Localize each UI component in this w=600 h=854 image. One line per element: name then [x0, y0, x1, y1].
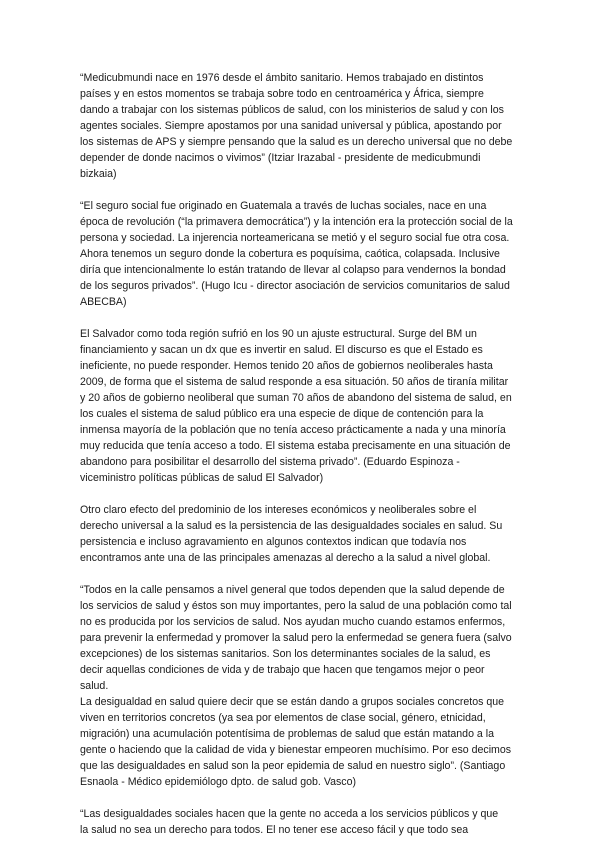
text-line: “Todos en la calle pensamos a nivel general que todos dependen que la salud depende de	[80, 584, 505, 596]
document-body	[74, 70, 534, 854]
paragraph-el-salvador-quote	[74, 326, 534, 486]
text-line: ineficiente, no puede responder. Hemos tenido 20 años de gobiernos neoliberales hasta	[80, 360, 493, 372]
text-line: agentes sociales. Siempre apostamos por una sanidad universal y pública, apostando por	[80, 120, 502, 132]
text-line: gente o haciendo que la calidad de vida y bienestar empeoren muchísimo. Por eso decimos	[80, 744, 512, 756]
text-line: persona y sociedad. La injerencia norteamericana se metió y el seguro social fue otra cosa.	[80, 232, 510, 244]
paragraph-social-determinants-quote	[74, 582, 534, 694]
text-line: excepciones) de los sistemas sanitarios. Son los determinantes sociales de la salud, es	[80, 648, 491, 660]
paragraph-inequalities-intro	[74, 502, 534, 566]
text-line: “Medicubmundi nace en 1976 desde el ámbito sanitario. Hemos trabajado en distintos	[80, 72, 484, 84]
text-line: La desigualdad en salud quiere decir que se están dando a grupos sociales concretos que	[80, 696, 505, 708]
text-line: dando a trabajar con los sistemas públicos de salud, con los ministerios de salud y con los	[80, 104, 504, 116]
text-line: Esnaola - Médico epidemiólogo dpto. de salud gob. Vasco)	[80, 776, 357, 788]
text-line: financiamiento y sacan un dx que es invertir en salud. El discurso es que el Estado es	[80, 344, 483, 356]
text-line: Ahora tenemos un seguro donde la cobertura es poquísima, caótica, colapsada. Inclusive	[80, 248, 500, 260]
text-line: viven en territorios concretos (ya sea por elementos de clase social, género, etnicidad,	[80, 712, 486, 724]
text-line: decir aquellas condiciones de vida y de trabajo que hacen que tengamos mejor o peor	[80, 664, 485, 676]
text-line: salud.	[80, 680, 109, 692]
text-line: depender de donde nacimos o vivimos” (Itziar Irazabal - presidente de medicubmundi	[80, 152, 481, 164]
text-line: ABECBA)	[80, 296, 127, 308]
paragraph-access-quote	[74, 806, 534, 838]
text-line: que las desigualdades en salud son la peor epidemia de salud en nuestro siglo”. (Santiago	[80, 760, 506, 772]
text-line: derecho universal a la salud es la persistencia de las desigualdades sociales en salud. Su	[80, 520, 503, 532]
text-line: “El seguro social fue originado en Guatemala a través de luchas sociales, nace en una	[80, 200, 487, 212]
paragraph-guatemala-quote	[74, 198, 534, 310]
text-line: diría que intencionalmente lo están tratando de llevar al colapso para vendernos la bondad	[80, 264, 506, 276]
text-line: los servicios de salud y éstos son muy importantes, pero la salud de una población como tal	[80, 600, 512, 612]
text-line: los cuales el sistema de salud público era una especie de dique de contención para la	[80, 408, 484, 420]
text-line: no es producida por los servicios de salud. Nos ayudan mucho cuando estamos enfermos,	[80, 616, 506, 628]
text-line: encontramos ante una de las principales amenazas al derecho a la salud a nivel global.	[80, 552, 491, 564]
text-line: bizkaia)	[80, 168, 117, 180]
text-line: inmensa mayoría de la población que no tenía acceso prácticamente a nada y una minoría	[80, 424, 506, 436]
text-line: El Salvador como toda región sufrió en los 90 un ajuste estructural. Surge del BM un	[80, 328, 477, 340]
paragraph-health-inequality-quote	[74, 694, 534, 790]
text-line: persistencia e incluso agravamiento en algunos contextos indican que todavía nos	[80, 536, 467, 548]
text-line: países y en estos momentos se trabaja sobre todo en centroamérica y África, siempre	[80, 88, 484, 100]
text-line: muy reducida que tenía acceso a todo. El sistema estaba precisamente en una situación de	[80, 440, 511, 452]
text-line: y 20 años de gobierno neoliberal que suman 70 años de abandono del sistema de salud, en	[80, 392, 512, 404]
text-line: migración) una acumulación potentísima de problemas de salud que están matando a la	[80, 728, 494, 740]
text-line: para prevenir la enfermedad y promover la salud pero la enfermedad se genera fuera (salvo	[80, 632, 512, 644]
text-line: la salud no sea un derecho para todos. El no tener ese acceso fácil y que todo sea	[80, 824, 469, 836]
text-line: los sistemas de APS y siempre pensando que la salud es un derecho universal que no debe	[80, 136, 513, 148]
text-line: 2009, de forma que el sistema de salud responde a esa situación. 50 años de tiranía militar	[80, 376, 509, 388]
text-line: “Las desigualdades sociales hacen que la gente no acceda a los servicios públicos y que	[80, 808, 499, 820]
text-line: de los seguros privados”. (Hugo Icu - director asociación de servicios comunitarios de salud	[80, 280, 510, 292]
text-line: época de revolución (“la primavera democrática”) y la intención era la protección social de la	[80, 216, 513, 228]
text-line: Otro claro efecto del predominio de los intereses económicos y neoliberales sobre el	[80, 504, 477, 516]
text-line: abandono para posibilitar el desarrollo del sistema privado”. (Eduardo Espinoza -	[80, 456, 460, 468]
paragraph-medicusmundi-quote	[74, 70, 534, 182]
text-line: viceministro políticas públicas de salud El Salvador)	[80, 472, 324, 484]
